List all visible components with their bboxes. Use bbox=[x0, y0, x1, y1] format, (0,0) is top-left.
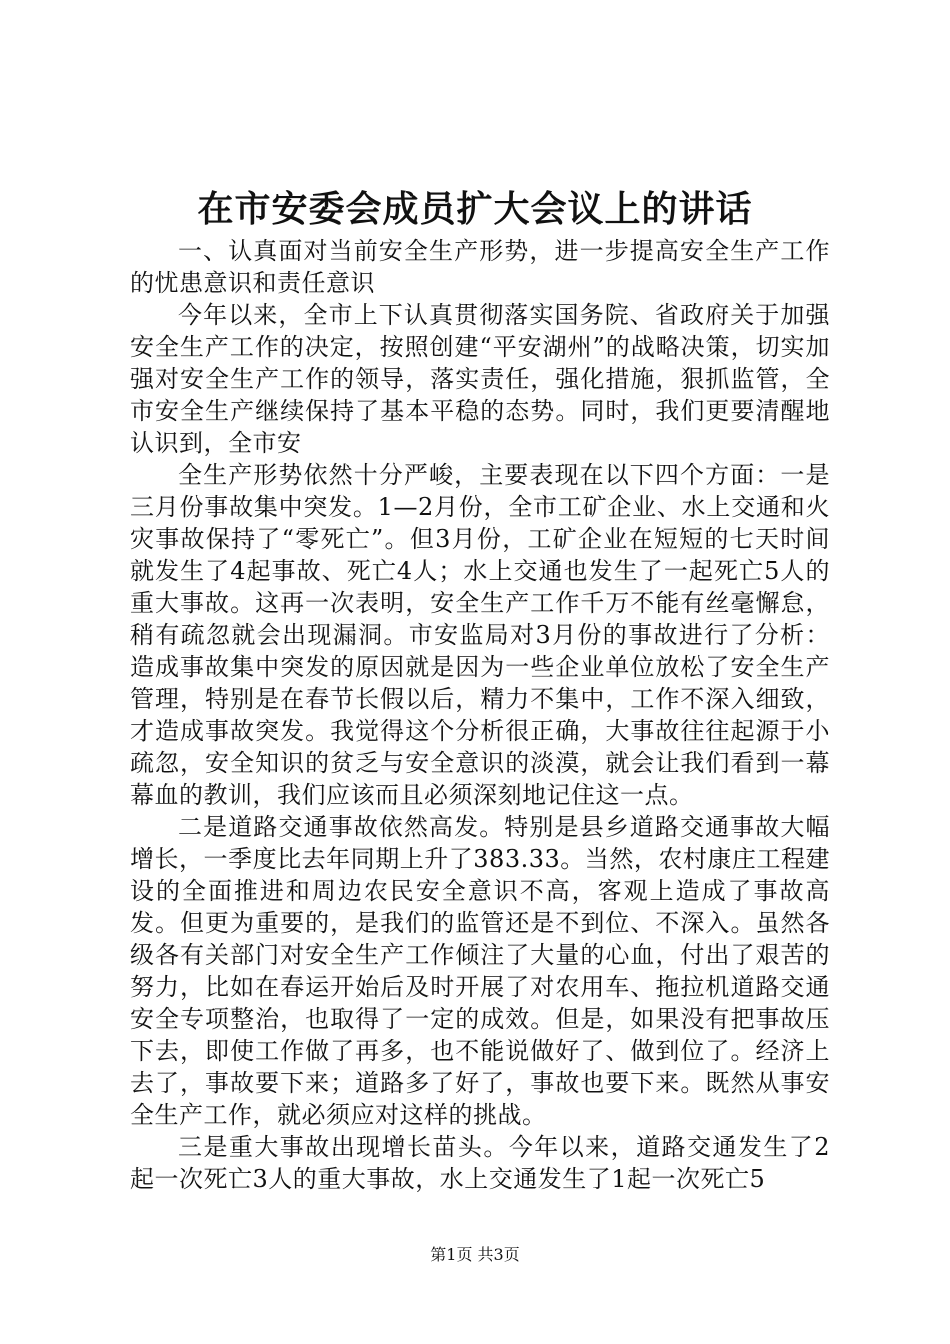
body-paragraph: 全生产形势依然十分严峻，主要表现在以下四个方面：一是三月份事故集中突发。1—2月份，全市工矿企业、水上交通和火灾事故保持了“零死亡”。但3月份，工矿企业在短短的七天时间就发生了4起事故、死亡4人；水上交通也发生了一起死亡5人的重大事故。这再一次表明，安全生产工作千万不能有丝毫懈怠，稍有疏忽就会出现漏洞。市安监局对3月份的事故进行了分析：造成事故集中突发的原因就是因为一些企业单位放松了安全生产管理，特别是在春节长假以后，精力不集中，工作不深入细致，才造成事故突发。我觉得这个分析很正确，大事故往往起源于小疏忽，安全知识的贫乏与安全意识的淡漠，就会让我们看到一幕幕血的教训，我们应该而且必须深刻地记住这一点。 bbox=[130, 461, 830, 809]
body-paragraph: 二是道路交通事故依然高发。特别是县乡道路交通事故大幅增长，一季度比去年同期上升了383.33。当然，农村康庄工程建设的全面推进和周边农民安全意识不高，客观上造成了事故高发。但更为重要的，是我们的监管还是不到位、不深入。虽然各级各有关部门对安全生产工作倾注了大量的心血，付出了艰苦的努力，比如在春运开始后及时开展了对农用车、拖拉机道路交通安全专项整治，也取得了一定的成效。但是，如果没有把事故压下去，即使工作做了再多，也不能说做好了、做到位了。经济上去了，事故要下来；道路多了好了，事故也要下来。既然从事安全生产工作，就必须应对这样的挑战。 bbox=[130, 813, 830, 1129]
body-paragraph: 今年以来，全市上下认真贯彻落实国务院、省政府关于加强安全生产工作的决定，按照创建“平安湖州”的战略决策，切实加强对安全生产工作的领导，落实责任，强化措施，狠抓监管，全市安全生产继续保持了基本平稳的态势。同时，我们更要清醒地认识到，全市安 bbox=[130, 301, 830, 457]
section-heading: 一、认真面对当前安全生产形势，进一步提高安全生产工作的忧患意识和责任意识 bbox=[130, 237, 830, 297]
page-number-footer: 第1页 共3页 bbox=[430, 1245, 520, 1264]
body-paragraph: 三是重大事故出现增长苗头。今年以来，道路交通发生了2起一次死亡3人的重大事故，水上交通发生了1起一次死亡5 bbox=[130, 1133, 830, 1193]
document-title: 在市安委会成员扩大会议上的讲话 bbox=[197, 188, 753, 230]
document-body bbox=[130, 235, 830, 1195]
